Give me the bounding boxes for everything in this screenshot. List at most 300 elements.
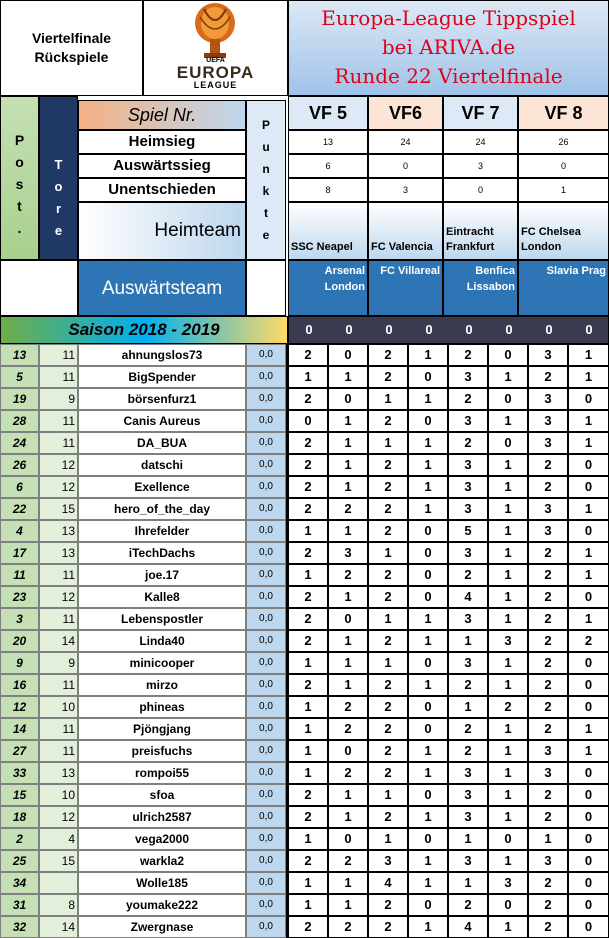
table-row (0, 652, 609, 674)
position-cell: 32 (0, 916, 39, 938)
tip-cell: 0 (488, 894, 528, 916)
player-name: Zwergnase (78, 916, 246, 938)
tip-cell: 2 (448, 740, 488, 762)
player-name: Pjöngjang (78, 718, 246, 740)
game-header: VF 8 (518, 96, 609, 130)
tip-cell: 1 (288, 828, 328, 850)
player-name: Canis Aureus (78, 410, 246, 432)
tip-cell: 1 (368, 608, 408, 630)
tore-cell: 11 (39, 564, 78, 586)
tore-letter: o (54, 179, 63, 194)
tip-cell: 1 (328, 520, 368, 542)
season-label: Saison 2018 - 2019 (0, 316, 288, 344)
tip-cell: 2 (368, 586, 408, 608)
position-cell: 2 (0, 828, 39, 850)
tore-cell: 14 (39, 630, 78, 652)
tip-cell: 2 (288, 630, 328, 652)
tip-cell: 0 (488, 432, 528, 454)
tip-cell: 1 (408, 916, 448, 938)
punkte-letter: e (262, 228, 270, 242)
punkte-letter: n (262, 162, 270, 176)
tip-cell: 3 (448, 850, 488, 872)
tip-cell: 0 (568, 916, 609, 938)
tip-cell: 3 (448, 476, 488, 498)
tip-cell: 3 (528, 388, 568, 410)
tip-cell: 0 (488, 828, 528, 850)
tip-cell: 1 (488, 740, 528, 762)
tip-cell: 2 (328, 850, 368, 872)
tip-cell: 2 (328, 718, 368, 740)
tip-cell: 0 (568, 674, 609, 696)
tip-cell: 2 (448, 432, 488, 454)
tip-cell: 1 (328, 366, 368, 388)
blank-cell (246, 260, 286, 316)
tip-cell: 3 (368, 850, 408, 872)
tore-header (39, 96, 78, 260)
tip-cell: 1 (488, 586, 528, 608)
tip-cell: 1 (328, 432, 368, 454)
tip-cell: 1 (368, 432, 408, 454)
tip-cell: 1 (328, 872, 368, 894)
table-row (0, 806, 609, 828)
away-team: Benfica Lissabon (443, 260, 518, 316)
position-cell: 15 (0, 784, 39, 806)
tip-cell: 3 (528, 520, 568, 542)
tip-cell: 1 (568, 410, 609, 432)
punkte-cell: 0,0 (246, 454, 286, 476)
stat-heimsieg: 13 (288, 130, 368, 154)
tore-cell: 15 (39, 850, 78, 872)
tip-cell: 2 (288, 806, 328, 828)
tip-cell: 0 (328, 388, 368, 410)
tip-cell: 1 (488, 410, 528, 432)
punkte-header (246, 100, 286, 260)
position-cell: 16 (0, 674, 39, 696)
tip-cell: 3 (448, 762, 488, 784)
tip-cell: 0 (568, 806, 609, 828)
punkte-cell: 0,0 (246, 344, 286, 366)
away-team: Slavia Prag (518, 260, 609, 316)
round-title-line2: Rückspiele (34, 49, 109, 65)
tip-cell: 2 (448, 674, 488, 696)
blank-cell (0, 260, 78, 316)
punkte-cell: 0,0 (246, 586, 286, 608)
tore-cell (39, 872, 78, 894)
home-team: SSC Neapel (288, 202, 368, 260)
tip-cell: 1 (328, 476, 368, 498)
tip-cell: 1 (408, 872, 448, 894)
stat-heimsieg: 24 (443, 130, 518, 154)
tip-cell: 3 (448, 652, 488, 674)
tip-cell: 2 (528, 366, 568, 388)
result-row (288, 316, 609, 344)
tip-cell: 3 (448, 410, 488, 432)
tip-cell: 2 (448, 718, 488, 740)
post-letter: t (17, 198, 22, 214)
tip-cell: 3 (488, 630, 528, 652)
tip-cell: 0 (568, 828, 609, 850)
result-home-score: 0 (465, 322, 473, 337)
tore-cell: 12 (39, 476, 78, 498)
tip-cell: 1 (568, 718, 609, 740)
tip-cell: 2 (368, 520, 408, 542)
tip-cell: 3 (528, 498, 568, 520)
tip-cell: 1 (408, 762, 448, 784)
away-team: Arsenal London (288, 260, 368, 316)
tore-cell: 12 (39, 586, 78, 608)
stat-unentschieden: 3 (368, 178, 443, 202)
position-cell: 5 (0, 366, 39, 388)
tip-cell: 3 (448, 366, 488, 388)
table-row (0, 476, 609, 498)
round-title (0, 0, 143, 96)
tore-cell: 11 (39, 344, 78, 366)
tip-cell: 2 (528, 872, 568, 894)
table-row (0, 850, 609, 872)
tip-cell: 1 (408, 630, 448, 652)
tip-cell: 1 (488, 784, 528, 806)
tip-cell: 2 (368, 740, 408, 762)
tip-cell: 3 (448, 608, 488, 630)
tip-cell: 0 (408, 894, 448, 916)
tip-cell: 2 (528, 564, 568, 586)
tip-cell: 0 (408, 784, 448, 806)
player-name: ulrich2587 (78, 806, 246, 828)
tip-cell: 1 (408, 608, 448, 630)
tip-cell: 1 (408, 388, 448, 410)
tip-cell: 3 (488, 872, 528, 894)
tip-cell: 0 (408, 586, 448, 608)
tip-cell: 1 (488, 366, 528, 388)
table-row (0, 432, 609, 454)
tip-cell: 5 (448, 520, 488, 542)
tip-cell: 2 (368, 344, 408, 366)
tip-cell: 1 (408, 806, 448, 828)
tip-cell: 0 (568, 894, 609, 916)
tip-cell: 2 (368, 454, 408, 476)
tip-cell: 0 (408, 520, 448, 542)
player-name: Wolle185 (78, 872, 246, 894)
punkte-cell: 0,0 (246, 608, 286, 630)
tip-cell: 1 (488, 520, 528, 542)
heimteam-label: Heimteam (78, 202, 246, 260)
punkte-letter: k (262, 184, 270, 198)
position-cell: 19 (0, 388, 39, 410)
tip-cell: 0 (408, 696, 448, 718)
tip-cell: 1 (288, 718, 328, 740)
punkte-cell: 0,0 (246, 718, 286, 740)
table-row (0, 366, 609, 388)
tip-cell: 1 (568, 740, 609, 762)
tip-cell: 0 (408, 366, 448, 388)
round-title-line1: Viertelfinale (31, 30, 112, 46)
tip-cell: 1 (448, 630, 488, 652)
tip-cell: 1 (448, 872, 488, 894)
tip-cell: 2 (528, 784, 568, 806)
tip-cell: 0 (568, 476, 609, 498)
stat-auswaertssieg: 0 (518, 154, 609, 178)
tore-cell: 14 (39, 916, 78, 938)
tip-cell: 2 (288, 784, 328, 806)
position-cell: 26 (0, 454, 39, 476)
tip-cell: 0 (568, 652, 609, 674)
tip-cell: 2 (368, 476, 408, 498)
tip-cell: 0 (568, 872, 609, 894)
tip-cell: 1 (288, 366, 328, 388)
tip-cell: 1 (408, 740, 448, 762)
position-cell: 18 (0, 806, 39, 828)
player-name: mirzo (78, 674, 246, 696)
punkte-cell: 0,0 (246, 564, 286, 586)
tip-cell: 2 (448, 564, 488, 586)
position-cell: 31 (0, 894, 39, 916)
tip-cell: 1 (288, 652, 328, 674)
player-name: phineas (78, 696, 246, 718)
punkte-cell: 0,0 (246, 916, 286, 938)
tip-cell: 0 (408, 410, 448, 432)
tip-cell: 2 (288, 388, 328, 410)
tip-cell: 2 (568, 630, 609, 652)
tip-cell: 1 (568, 344, 609, 366)
tore-cell: 13 (39, 520, 78, 542)
tip-cell: 2 (368, 366, 408, 388)
punkte-letter: u (262, 140, 270, 154)
punkte-cell: 0,0 (246, 894, 286, 916)
tip-cell: 2 (448, 894, 488, 916)
tip-cell: 2 (288, 542, 328, 564)
punkte-cell: 0,0 (246, 630, 286, 652)
punkte-letter: t (264, 206, 268, 220)
stat-unentschieden: 0 (443, 178, 518, 202)
punkte-cell: 0,0 (246, 740, 286, 762)
tip-cell: 2 (368, 498, 408, 520)
tip-cell: 1 (408, 344, 448, 366)
tip-cell: 2 (528, 652, 568, 674)
banner-line1: Europa-League Tippspiel (321, 6, 576, 30)
tip-cell: 1 (488, 454, 528, 476)
tip-cell: 1 (488, 564, 528, 586)
result-away-score: 0 (345, 322, 353, 337)
tip-cell: 2 (288, 476, 328, 498)
tip-cell: 1 (408, 498, 448, 520)
tip-cell: 3 (448, 542, 488, 564)
tip-cell: 0 (568, 696, 609, 718)
post-letter: P (14, 132, 25, 148)
tore-cell: 8 (39, 894, 78, 916)
table-row (0, 410, 609, 432)
table-row (0, 872, 609, 894)
auswaertssieg-label: Auswärtssieg (78, 154, 246, 178)
position-cell: 13 (0, 344, 39, 366)
tip-cell: 1 (488, 542, 528, 564)
tip-cell: 2 (528, 718, 568, 740)
tip-cell: 1 (328, 806, 368, 828)
table-row (0, 542, 609, 564)
logo-europa: EUROPA (176, 63, 255, 82)
tip-cell: 1 (328, 784, 368, 806)
tip-cell: 2 (368, 894, 408, 916)
tip-cell: 0 (568, 454, 609, 476)
tore-cell: 12 (39, 806, 78, 828)
tip-cell: 0 (568, 850, 609, 872)
tip-cell: 2 (288, 608, 328, 630)
banner-line3: Runde 22 Viertelfinale (334, 64, 563, 88)
tore-cell: 11 (39, 674, 78, 696)
logo-league: LEAGUE (193, 80, 238, 90)
stat-unentschieden: 8 (288, 178, 368, 202)
position-cell: 24 (0, 432, 39, 454)
position-cell: 9 (0, 652, 39, 674)
tip-cell: 2 (368, 696, 408, 718)
punkte-cell: 0,0 (246, 652, 286, 674)
post-letter: o (15, 154, 24, 170)
tip-cell: 1 (488, 476, 528, 498)
tip-cell: 1 (328, 674, 368, 696)
tip-cell: 3 (528, 410, 568, 432)
post-letter: . (17, 220, 22, 236)
tip-cell: 1 (488, 916, 528, 938)
player-name: BigSpender (78, 366, 246, 388)
tip-cell: 0 (568, 784, 609, 806)
position-cell: 14 (0, 718, 39, 740)
position-cell: 6 (0, 476, 39, 498)
table-row (0, 828, 609, 850)
auswaertsteam-label: Auswärtsteam (78, 260, 246, 316)
tip-cell: 0 (408, 542, 448, 564)
position-cell: 25 (0, 850, 39, 872)
tip-cell: 2 (368, 674, 408, 696)
stat-heimsieg: 26 (518, 130, 609, 154)
tip-cell: 0 (408, 564, 448, 586)
tip-cell: 1 (488, 850, 528, 872)
tip-cell: 0 (568, 520, 609, 542)
tip-cell: 1 (408, 432, 448, 454)
position-cell: 3 (0, 608, 39, 630)
tip-cell: 1 (288, 894, 328, 916)
tip-cell: 1 (288, 872, 328, 894)
tip-cell: 1 (408, 850, 448, 872)
player-name: Lebenspostler (78, 608, 246, 630)
unentschieden-label: Unentschieden (78, 178, 246, 202)
tip-cell: 1 (328, 652, 368, 674)
tip-cell: 1 (488, 608, 528, 630)
tip-cell: 0 (328, 828, 368, 850)
tip-cell: 1 (288, 564, 328, 586)
post-header (0, 96, 39, 260)
tip-cell: 1 (568, 432, 609, 454)
tip-cell: 1 (328, 586, 368, 608)
position-cell: 22 (0, 498, 39, 520)
player-name: youmake222 (78, 894, 246, 916)
position-cell: 27 (0, 740, 39, 762)
player-name: börsenfurz1 (78, 388, 246, 410)
result-home-score: 0 (385, 322, 393, 337)
table-row (0, 388, 609, 410)
tip-cell: 2 (288, 344, 328, 366)
tip-cell: 1 (568, 564, 609, 586)
tip-cell: 3 (528, 740, 568, 762)
tore-letter: r (55, 201, 62, 216)
tip-cell: 1 (328, 630, 368, 652)
tip-cell: 2 (528, 630, 568, 652)
tip-cell: 2 (288, 432, 328, 454)
tip-cell: 2 (448, 388, 488, 410)
punkte-cell: 0,0 (246, 762, 286, 784)
tip-cell: 1 (488, 674, 528, 696)
tore-cell: 13 (39, 762, 78, 784)
tip-cell: 2 (368, 806, 408, 828)
tip-cell: 2 (368, 410, 408, 432)
result-away-score: 0 (585, 322, 593, 337)
tore-cell: 9 (39, 652, 78, 674)
spiel-nr-label: Spiel Nr. (78, 100, 246, 130)
table-row (0, 564, 609, 586)
result-away-score: 0 (425, 322, 433, 337)
player-name: Kalle8 (78, 586, 246, 608)
tip-cell: 2 (528, 806, 568, 828)
position-cell: 11 (0, 564, 39, 586)
tip-cell: 2 (528, 894, 568, 916)
table-row (0, 630, 609, 652)
tore-cell: 12 (39, 454, 78, 476)
tip-cell: 0 (488, 344, 528, 366)
stat-auswaertssieg: 0 (368, 154, 443, 178)
tip-cell: 1 (368, 828, 408, 850)
tip-cell: 1 (488, 498, 528, 520)
tip-cell: 1 (488, 652, 528, 674)
player-name: ahnungslos73 (78, 344, 246, 366)
player-name: minicooper (78, 652, 246, 674)
tore-cell: 10 (39, 784, 78, 806)
table-row (0, 454, 609, 476)
punkte-cell: 0,0 (246, 674, 286, 696)
punkte-cell: 0,0 (246, 696, 286, 718)
tore-cell: 9 (39, 388, 78, 410)
result-home-score: 0 (305, 322, 313, 337)
tip-cell: 1 (368, 542, 408, 564)
tore-cell: 11 (39, 608, 78, 630)
tip-cell: 1 (448, 828, 488, 850)
tip-cell: 2 (328, 564, 368, 586)
tip-cell: 3 (448, 806, 488, 828)
tip-cell: 2 (368, 916, 408, 938)
stat-heimsieg: 24 (368, 130, 443, 154)
tip-cell: 1 (568, 542, 609, 564)
tip-cell: 2 (368, 762, 408, 784)
tip-cell: 1 (488, 806, 528, 828)
table-row (0, 762, 609, 784)
table-row (0, 498, 609, 520)
tip-cell: 0 (408, 718, 448, 740)
player-name: vega2000 (78, 828, 246, 850)
table-row (0, 696, 609, 718)
tip-cell: 1 (488, 718, 528, 740)
tore-cell: 13 (39, 542, 78, 564)
player-name: datschi (78, 454, 246, 476)
post-letter: s (15, 176, 24, 192)
tip-cell: 1 (408, 476, 448, 498)
tip-cell: 2 (328, 916, 368, 938)
player-name: rompoi55 (78, 762, 246, 784)
tip-cell: 1 (368, 652, 408, 674)
punkte-cell: 0,0 (246, 410, 286, 432)
tip-cell: 1 (568, 498, 609, 520)
punkte-cell: 0,0 (246, 498, 286, 520)
player-name: Linda40 (78, 630, 246, 652)
position-cell: 34 (0, 872, 39, 894)
tip-cell: 3 (328, 542, 368, 564)
tip-cell: 2 (368, 564, 408, 586)
